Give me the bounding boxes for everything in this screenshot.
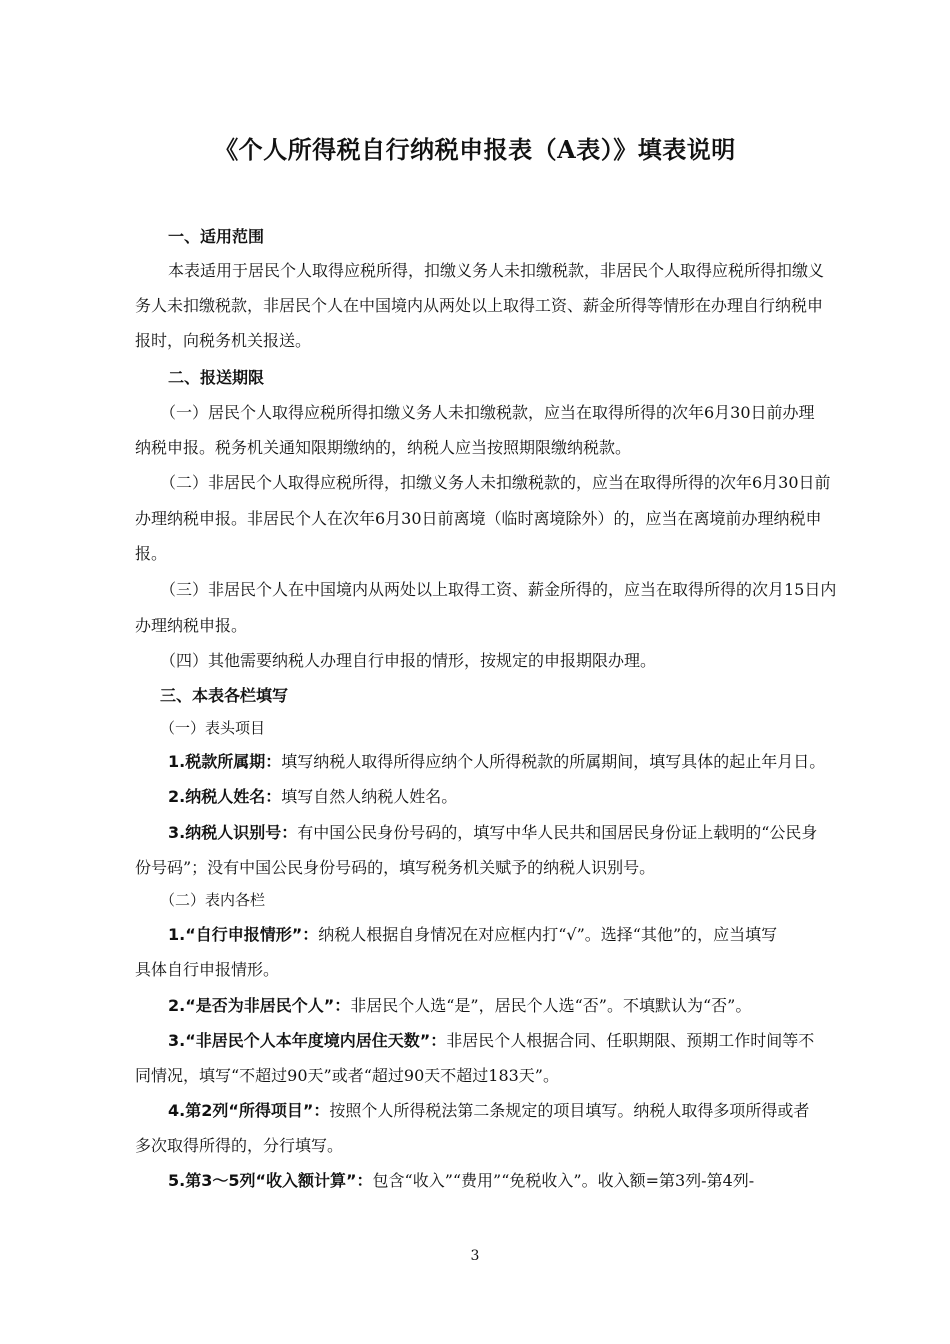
- field-text: 纳税人根据自身情况在对应框内打“√”。选择“其他”的，应当填写: [318, 925, 778, 944]
- paragraph-line: [168, 752, 883, 772]
- paragraph-line: 务人未扣缴税款，非居民个人在中国境内从两处以上取得工资、薪金所得等情形在办理自行纳税申: [135, 296, 824, 315]
- field-label: 1.“自行申报情形”：: [168, 925, 319, 944]
- field-text: 有中国公民身份号码的，填写中华人民共和国居民身份证上载明的“公民身: [297, 823, 818, 842]
- field-label: 3.“非居民个人本年度境内居住天数”：: [168, 1031, 447, 1050]
- page-number: 3: [470, 1248, 480, 1264]
- field-label: 1.税款所属期：: [168, 752, 282, 771]
- paragraph-line: [168, 1101, 883, 1121]
- field-label: 2.“是否为非居民个人”：: [168, 996, 351, 1015]
- paragraph-line: [168, 1171, 883, 1191]
- paragraph-line: 份号码”；没有中国公民身份号码的，填写税务机关赋予的纳税人识别号。: [135, 858, 656, 877]
- field-label: 2.纳税人姓名：: [168, 787, 282, 806]
- paragraph-line: 纳税申报。税务机关通知限期缴纳的，纳税人应当按照期限缴纳税款。: [135, 438, 632, 457]
- paragraph-line: （二）非居民个人取得应税所得，扣缴义务人未扣缴税款的，应当在取得所得的次年6月30日前: [160, 473, 831, 492]
- paragraph-line: [168, 996, 883, 1016]
- paragraph-line: （三）非居民个人在中国境内从两处以上取得工资、薪金所得的，应当在取得所得的次月15日内: [160, 580, 837, 599]
- field-label: 5.第3～5列“收入额计算”：: [168, 1171, 373, 1190]
- field-label: 4.第2列“所得项目”：: [168, 1101, 330, 1120]
- paragraph-line: （四）其他需要纳税人办理自行申报的情形，按规定的申报期限办理。: [160, 651, 657, 670]
- field-text: 非居民个人根据合同、任职期限、预期工作时间等不: [446, 1031, 815, 1050]
- paragraph-line: 办理纳税申报。: [135, 616, 248, 635]
- field-label: 3.纳税人识别号：: [168, 823, 298, 842]
- subheading-header-items: （一）表头项目: [160, 719, 266, 737]
- paragraph-line: [168, 1031, 883, 1051]
- paragraph-line: 办理纳税申报。非居民个人在次年6月30日前离境（临时离境除外）的，应当在离境前办理纳税申: [135, 509, 822, 528]
- paragraph-line: 具体自行申报情形。: [135, 960, 280, 979]
- paragraph-line: （一）居民个人取得应税所得扣缴义务人未扣缴税款，应当在取得所得的次年6月30日前办理: [160, 403, 815, 422]
- field-text: 填写自然人纳税人姓名。: [281, 787, 458, 806]
- section-heading-scope: 一、适用范围: [168, 227, 265, 246]
- section-heading-deadline: 二、报送期限: [168, 368, 265, 387]
- paragraph-line: 报。: [135, 544, 168, 563]
- paragraph-line: 多次取得所得的，分行填写。: [135, 1136, 344, 1155]
- section-heading-fields: 三、本表各栏填写: [160, 686, 289, 705]
- paragraph-line: [168, 925, 883, 945]
- paragraph-line: 本表适用于居民个人取得应税所得，扣缴义务人未扣缴税款，非居民个人取得应税所得扣缴义: [168, 261, 825, 280]
- paragraph-line: [168, 787, 883, 807]
- paragraph-line: [168, 823, 883, 843]
- field-text: 包含“收入”“费用”“免税收入”。收入额=第3列-第4列-: [372, 1171, 755, 1190]
- field-text: 非居民个人选“是”，居民个人选“否”。不填默认为“否”。: [350, 996, 752, 1015]
- subheading-table-columns: （二）表内各栏: [160, 891, 266, 909]
- paragraph-line: 报时，向税务机关报送。: [135, 331, 312, 350]
- paragraph-line: 同情况，填写“不超过90天”或者“超过90天不超过183天”。: [135, 1066, 559, 1085]
- field-text: 填写纳税人取得所得应纳个人所得税款的所属期间，填写具体的起止年月日。: [281, 752, 826, 771]
- page-title: 《个人所得税自行纳税申报表（A表）》填表说明: [214, 135, 736, 164]
- field-text: 按照个人所得税法第二条规定的项目填写。纳税人取得多项所得或者: [329, 1101, 810, 1120]
